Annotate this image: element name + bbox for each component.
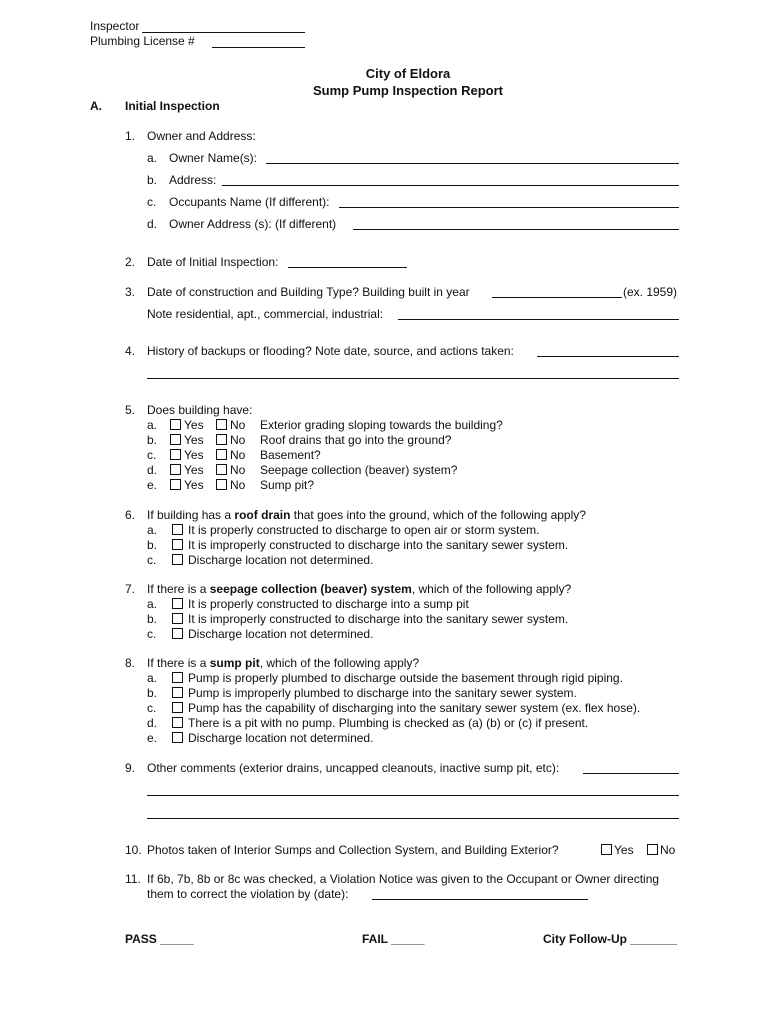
inspector-field[interactable] bbox=[142, 32, 305, 33]
q8d-letter: d. bbox=[147, 716, 158, 730]
q7a-letter: a. bbox=[147, 597, 158, 611]
city-follow-up-field[interactable]: City Follow-Up _______ bbox=[543, 932, 678, 946]
q7-bold: seepage collection (beaver) system bbox=[209, 582, 412, 596]
q3-text: Date of construction and Building Type? Building built in year bbox=[147, 285, 470, 299]
q8-bold: sump pit bbox=[209, 656, 260, 670]
history-field[interactable] bbox=[537, 356, 679, 357]
q5e-text: Sump pit? bbox=[260, 478, 315, 492]
q8-pre: If there is a bbox=[147, 656, 207, 670]
q5a-text: Exterior grading sloping towards the building? bbox=[260, 418, 503, 432]
q9-number: 9. bbox=[125, 761, 136, 775]
q7c-text: Discharge location not determined. bbox=[188, 627, 374, 641]
q7a-text: It is properly constructed to discharge into a sump pit bbox=[188, 597, 469, 611]
q7c-checkbox[interactable] bbox=[172, 628, 183, 639]
q7a-checkbox[interactable] bbox=[172, 598, 183, 609]
q8d-checkbox[interactable] bbox=[172, 717, 183, 728]
year-built-field[interactable] bbox=[492, 297, 622, 298]
inspector-label: Inspector bbox=[90, 19, 140, 33]
q5d-yes-checkbox[interactable] bbox=[170, 464, 181, 475]
q8c-letter: c. bbox=[147, 701, 157, 715]
q7-post: , which of the following apply? bbox=[411, 582, 572, 596]
q5d-text: Seepage collection (beaver) system? bbox=[260, 463, 458, 477]
q5-yes-label: Yes bbox=[184, 433, 204, 447]
q1c-label: Occupants Name (If different): bbox=[169, 195, 330, 209]
q5-yes-label: Yes bbox=[184, 478, 204, 492]
q5-yes-label: Yes bbox=[184, 448, 204, 462]
fail-field[interactable]: FAIL _____ bbox=[362, 932, 425, 946]
section-letter: A. bbox=[90, 99, 102, 113]
q5c-yes-checkbox[interactable] bbox=[170, 449, 181, 460]
q1a-letter: a. bbox=[147, 151, 158, 165]
q5d-letter: d. bbox=[147, 463, 158, 477]
plumbing-license-field[interactable] bbox=[212, 47, 305, 48]
q5a-letter: a. bbox=[147, 418, 158, 432]
pass-field[interactable]: PASS _____ bbox=[125, 932, 194, 946]
q5b-letter: b. bbox=[147, 433, 158, 447]
q10-number: 10. bbox=[125, 843, 142, 857]
q7-pre: If there is a bbox=[147, 582, 207, 596]
q7-number: 7. bbox=[125, 582, 136, 596]
q5-number: 5. bbox=[125, 403, 136, 417]
q5b-text: Roof drains that go into the ground? bbox=[260, 433, 452, 447]
q8a-text: Pump is properly plumbed to discharge outside the basement through rigid piping. bbox=[188, 671, 623, 685]
comments-field-line3[interactable] bbox=[147, 818, 679, 819]
q1b-label: Address: bbox=[169, 173, 217, 187]
q5c-no-checkbox[interactable] bbox=[216, 449, 227, 460]
q6b-text: It is improperly constructed to discharge into the sanitary sewer system. bbox=[188, 538, 569, 552]
q1b-letter: b. bbox=[147, 173, 158, 187]
q5c-text: Basement? bbox=[260, 448, 321, 462]
q10-no-label: No bbox=[660, 843, 676, 857]
comments-field-line2[interactable] bbox=[147, 795, 679, 796]
q1c-letter: c. bbox=[147, 195, 157, 209]
violation-date-field[interactable] bbox=[372, 899, 588, 900]
document-title: City of Eldora bbox=[365, 66, 451, 81]
q3-note: Note residential, apt., commercial, industrial: bbox=[147, 307, 384, 321]
q8e-letter: e. bbox=[147, 731, 158, 745]
document-subtitle: Sump Pump Inspection Report bbox=[313, 83, 503, 98]
q8-number: 8. bbox=[125, 656, 136, 670]
q8a-checkbox[interactable] bbox=[172, 672, 183, 683]
q5e-no-checkbox[interactable] bbox=[216, 479, 227, 490]
q6-pre: If building has a bbox=[147, 508, 232, 522]
q6b-checkbox[interactable] bbox=[172, 539, 183, 550]
q5-no-label: No bbox=[230, 448, 246, 462]
occupants-name-field[interactable] bbox=[339, 207, 679, 208]
q7c-letter: c. bbox=[147, 627, 157, 641]
q5-text: Does building have: bbox=[147, 403, 253, 417]
q3-example: (ex. 1959) bbox=[623, 285, 678, 299]
q6-bold: roof drain bbox=[234, 508, 291, 522]
history-field-line2[interactable] bbox=[147, 378, 679, 379]
q2-text: Date of Initial Inspection: bbox=[147, 255, 279, 269]
q8b-letter: b. bbox=[147, 686, 158, 700]
q5d-no-checkbox[interactable] bbox=[216, 464, 227, 475]
q5b-yes-checkbox[interactable] bbox=[170, 434, 181, 445]
q6-post: that goes into the ground, which of the following apply? bbox=[293, 508, 586, 522]
q8a-letter: a. bbox=[147, 671, 158, 685]
q8-question bbox=[147, 656, 419, 670]
owner-name-field[interactable] bbox=[266, 163, 679, 164]
q2-number: 2. bbox=[125, 255, 136, 269]
q6a-letter: a. bbox=[147, 523, 158, 537]
q6c-letter: c. bbox=[147, 553, 157, 567]
building-type-field[interactable] bbox=[398, 319, 679, 320]
q1a-label: Owner Name(s): bbox=[169, 151, 258, 165]
q11-text-line2: them to correct the violation by (date): bbox=[147, 887, 349, 901]
q5a-no-checkbox[interactable] bbox=[216, 419, 227, 430]
q3-number: 3. bbox=[125, 285, 136, 299]
q8e-text: Discharge location not determined. bbox=[188, 731, 374, 745]
q4-text: History of backups or flooding? Note date, source, and actions taken: bbox=[147, 344, 514, 358]
q1-text: Owner and Address: bbox=[147, 129, 256, 143]
q7-question bbox=[147, 582, 571, 596]
q6-number: 6. bbox=[125, 508, 136, 522]
q8b-checkbox[interactable] bbox=[172, 687, 183, 698]
q1d-letter: d. bbox=[147, 217, 158, 231]
q11-number: 11. bbox=[125, 872, 141, 886]
q5b-no-checkbox[interactable] bbox=[216, 434, 227, 445]
q10-text: Photos taken of Interior Sumps and Collection System, and Building Exterior? bbox=[147, 843, 559, 857]
q8-post: , which of the following apply? bbox=[259, 656, 420, 670]
q6a-checkbox[interactable] bbox=[172, 524, 183, 535]
q10-yes-label: Yes bbox=[614, 843, 634, 857]
address-field[interactable] bbox=[222, 185, 679, 186]
inspection-date-field[interactable] bbox=[288, 267, 407, 268]
plumbing-license-label: Plumbing License # bbox=[90, 34, 195, 48]
q10-no-checkbox[interactable] bbox=[647, 844, 658, 855]
q6c-text: Discharge location not determined. bbox=[188, 553, 374, 567]
q8d-text: There is a pit with no pump. Plumbing is checked as (a) (b) or (c) if present. bbox=[188, 716, 589, 730]
q8c-text: Pump has the capability of discharging into the sanitary sewer system (ex. flex hose). bbox=[188, 701, 641, 715]
q5-yes-label: Yes bbox=[184, 463, 204, 477]
q5-no-label: No bbox=[230, 433, 246, 447]
q6-question bbox=[147, 508, 586, 522]
q5a-yes-checkbox[interactable] bbox=[170, 419, 181, 430]
q7b-text: It is improperly constructed to discharge into the sanitary sewer system. bbox=[188, 612, 569, 626]
q4-number: 4. bbox=[125, 344, 136, 358]
q7b-letter: b. bbox=[147, 612, 158, 626]
q5e-letter: e. bbox=[147, 478, 158, 492]
q5-yes-label: Yes bbox=[184, 418, 204, 432]
owner-address-field[interactable] bbox=[353, 229, 679, 230]
q11-text: If 6b, 7b, 8b or 8c was checked, a Violation Notice was given to the Occupant or Owner directing bbox=[147, 872, 660, 886]
q10-yes-checkbox[interactable] bbox=[601, 844, 612, 855]
section-title: Initial Inspection bbox=[125, 99, 220, 113]
q6a-text: It is properly constructed to discharge to open air or storm system. bbox=[188, 523, 540, 537]
q5e-yes-checkbox[interactable] bbox=[170, 479, 181, 490]
q8b-text: Pump is improperly plumbed to discharge into the sanitary sewer system. bbox=[188, 686, 577, 700]
q5-no-label: No bbox=[230, 418, 246, 432]
q8e-checkbox[interactable] bbox=[172, 732, 183, 743]
q8c-checkbox[interactable] bbox=[172, 702, 183, 713]
q6c-checkbox[interactable] bbox=[172, 554, 183, 565]
q1d-label: Owner Address (s): (If different) bbox=[169, 217, 337, 231]
comments-field[interactable] bbox=[583, 773, 679, 774]
q5-no-label: No bbox=[230, 463, 246, 477]
q6b-letter: b. bbox=[147, 538, 158, 552]
q5-no-label: No bbox=[230, 478, 246, 492]
q1-number: 1. bbox=[125, 129, 136, 143]
q9-text: Other comments (exterior drains, uncapped cleanouts, inactive sump pit, etc): bbox=[147, 761, 560, 775]
q5c-letter: c. bbox=[147, 448, 157, 462]
q7b-checkbox[interactable] bbox=[172, 613, 183, 624]
